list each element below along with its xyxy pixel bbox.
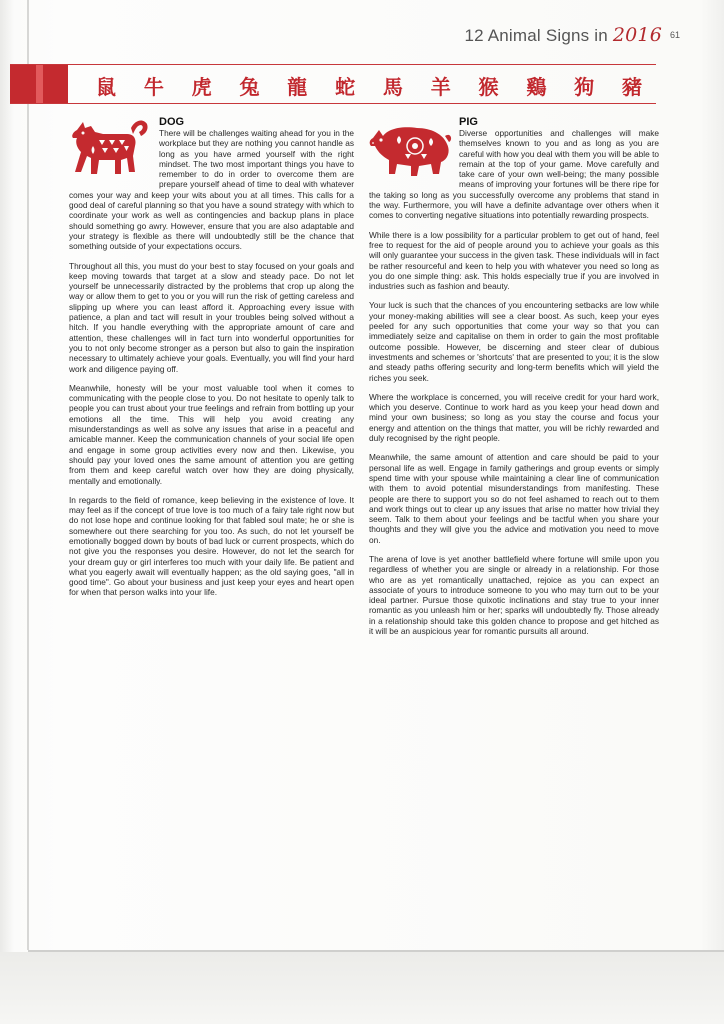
zodiac-char-snake: 蛇 bbox=[335, 74, 356, 99]
zodiac-char-ox: 牛 bbox=[143, 74, 164, 99]
pig-paragraph: The arena of love is yet another battlefield where fortune will smile upon you regardless of whether you are single or already in a relationship. For those who are as yet romantically unattached, rejoice as you can expect an associate of yours to introduce someone to you who may turn out to be your ideal partner. Pursue those quixotic inclinations and stay true to your inner romantic as you unleash him or her; sparks will undoubtedly fly. Those already in a relationship should take this golden chance to propose and get hitched as it will be an auspicious year for romantic pursuits all around. bbox=[369, 553, 659, 637]
pig-papercut-icon bbox=[369, 116, 453, 182]
zodiac-char-rooster: 鷄 bbox=[526, 74, 547, 99]
pig-section bbox=[369, 116, 659, 645]
dog-heading: DOG bbox=[159, 116, 185, 128]
zodiac-character-row bbox=[84, 72, 654, 98]
dog-paragraph: Meanwhile, honesty will be your most valuable tool when it comes to communicating with the people close to you. Do not hesitate to openly talk to people you can trust about your true feelings and refrain from bottling up your emotions all the time. This will help you avoid creating any misunderstandings as well as solve any issues that arise in a peaceful and amicable manner. Keep the communication channels of your social life open and engage in some group activities every now and then. Likewise, you should pay your loved ones the same amount of attention you are getting from them and keep careful watch over how they are doing physically, mentally and emotionally. bbox=[69, 382, 354, 486]
zodiac-char-horse: 馬 bbox=[382, 74, 403, 99]
pig-paragraph: Your luck is such that the chances of you encountering setbacks are low while your money-making abilities will see a clear boost. As such, keep your eyes peeled for any such opportunities that come your way so that you can immediately seize and capitalise on them in order to gain the most profitable outcome possible. However, be discerning and steer clear of dubious investments and schemes or 'shortcuts' that are presented to you; it is the slow and steady paths offering security and long-term benefits which will yield the riches you seek. bbox=[369, 300, 659, 383]
zodiac-char-tiger: 虎 bbox=[191, 74, 212, 99]
dog-papercut-icon bbox=[69, 116, 153, 182]
red-tab-marker bbox=[10, 64, 68, 104]
pig-paragraph: Where the workplace is concerned, you will receive credit for your hard work, which you deserve. Continue to work hard as you keep your head down and mind your own business; so long as you stay the course and focus your energy and attention on the things that matter, you will be richly rewarded and duly recognised by the right people. bbox=[369, 391, 659, 444]
pig-paragraph: Meanwhile, the same amount of attention and care should be paid to your personal life as well. Engage in family gatherings and group events or simply spend time with your spouse while maintaining a clear line of communication with them to avoid potential misunderstandings from manifesting. These people are there to support you so do not feel ashamed to reach out to them and work things out to clear up any issues that arise no matter how trivial they seem. Talk to them about your feelings and be tactful when you share your thoughts and they will give you the advice and motivation you need to move on. bbox=[369, 452, 659, 545]
zodiac-rule-top bbox=[10, 64, 656, 65]
header-title: 12 Animal Signs in bbox=[464, 26, 608, 45]
zodiac-char-dragon: 龍 bbox=[287, 74, 308, 99]
scan-background bbox=[0, 952, 724, 1024]
zodiac-char-pig: 豬 bbox=[621, 74, 642, 99]
zodiac-char-rabbit: 兔 bbox=[239, 74, 260, 99]
page-spine bbox=[27, 0, 29, 950]
running-header bbox=[464, 24, 662, 46]
pig-paragraph: While there is a low possibility for a particular problem to get out of hand, feel free to request for the aid of people around you to achieve your goals as this will only guarantee your success in the given task. These individuals will in fact be rather resourceful and keen to help you with whatever you need so long as you do one simple thing: ask. This holds especially true if you are involved in industries such as fashion and beauty. bbox=[369, 229, 659, 292]
header-year: 2016 bbox=[612, 24, 662, 46]
dog-paragraph: Throughout all this, you must do your best to stay focused on your goals and keep moving towards that target at a slow and steady pace. Do not let yourself be unnecessarily distracted by the problems that crop up along the way or allow them to get to you or you will run the risk of getting careless and slipping up where you can least afford it. Approaching every issue with patience, a plan and tact will result in your troubles being solved without a hitch. If you handle everything with the appropriate amount of care and attention, these challenges will in fact turn into wonderful opportunities for you to not only become stronger as a person but also to gain the inspiration necessary to ultimately achieve your goals. Eventually, you will find your hard work and diligence paying off. bbox=[69, 260, 354, 374]
zodiac-rule-bottom bbox=[10, 103, 656, 104]
zodiac-char-dog: 狗 bbox=[574, 74, 595, 99]
page-number: 61 bbox=[669, 30, 680, 40]
zodiac-char-goat: 羊 bbox=[430, 74, 451, 99]
pig-paragraph: Diverse opportunities and challenges will make themselves known to you and as long as you are careful with how you deal with them you will be able to remain at the top of your game. Move carefully and take care of your own well-being; the many possible means of improving your fortunes will be there ripe for the taking so long as you successfully overcome any problems that stand in the way. Furthermore, you will have a definite advantage over others when it comes to converting negative situations into potentially rewarding prospects. bbox=[369, 128, 659, 221]
pig-heading: PIG bbox=[459, 116, 478, 128]
zodiac-char-rat: 鼠 bbox=[96, 74, 116, 99]
zodiac-char-monkey: 猴 bbox=[478, 74, 499, 99]
dog-paragraph: There will be challenges waiting ahead for you in the workplace but they are nothing you cannot handle as long as you have armed yourself with the right mindset. The two most important things you have to remember to do in order to overcome them are prepare yourself ahead of time to deal with whatever comes your way and keep your wits about you at all times. This calls for a good deal of careful planning so that you have a sound strategy with which to coordinate your work as well as contingencies and backup plans in place should something go awry. However, ensure that you are also adaptable and your strategy is flexible as there will undoubtedly still be the chance that something outside of your expectations occurs. bbox=[69, 128, 354, 252]
dog-paragraph: In regards to the field of romance, keep believing in the existence of love. It may feel as if the concept of true love is too much of a fairy tale right now but do not lose hope and continue looking for that fabled soul mate; he or she is somewhere out there searching for you too. As such, do not let yourself be emotionally bogged down by bouts of bad luck or current prospects, which do not give you the responses you desire. However, do not let the search for your dream guy or girl interferes too much with your daily life. Be patient and what you eagerly await will eventually happen; as the old saying goes, "all in good time". Go about your business and just keep your eyes and heart open for when that person walks into your life. bbox=[69, 494, 354, 598]
dog-section bbox=[69, 116, 354, 607]
